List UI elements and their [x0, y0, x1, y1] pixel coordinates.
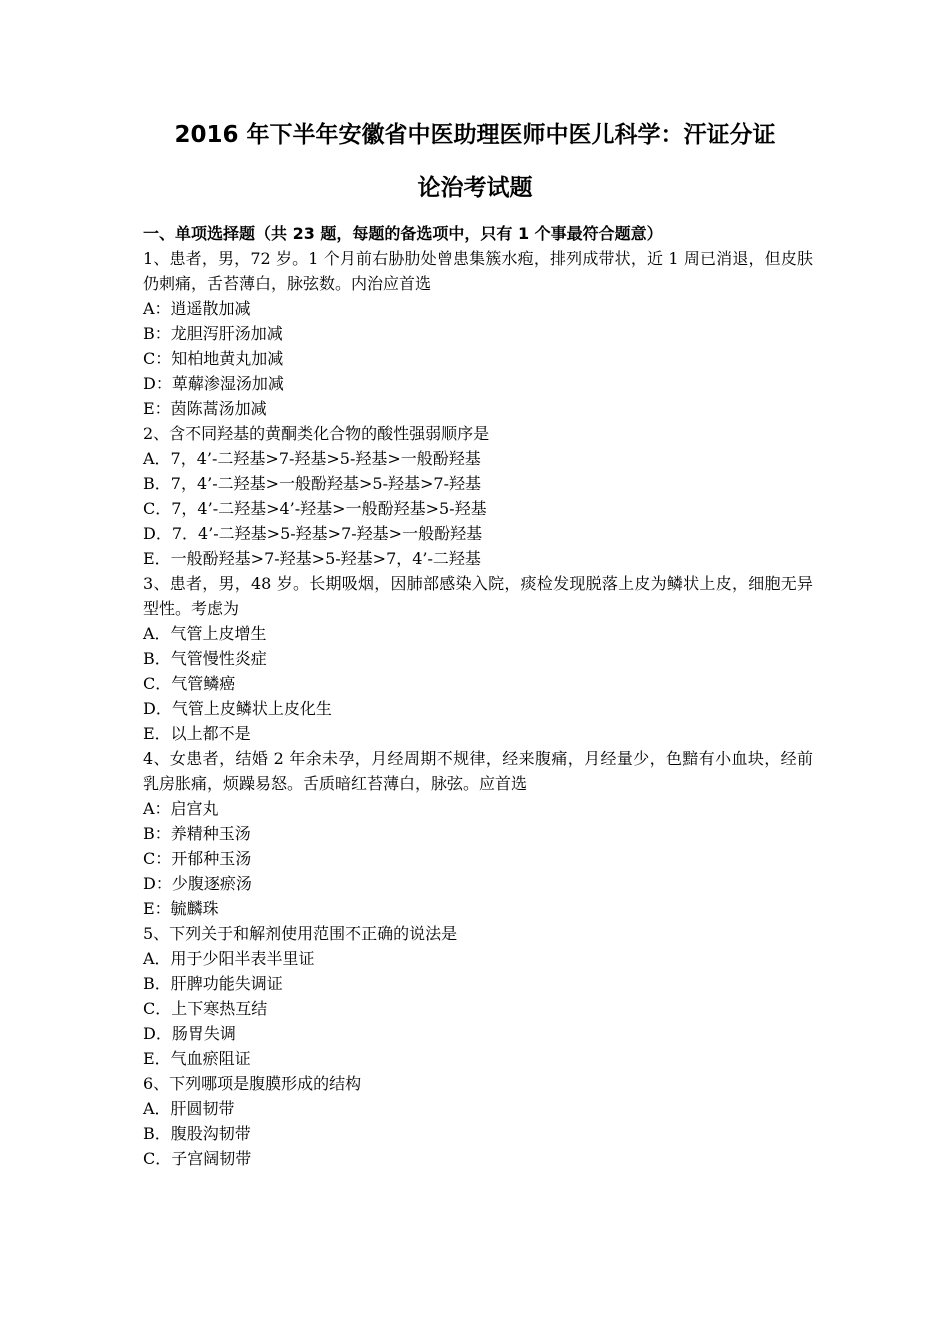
option-a: A：逍遥散加减	[143, 299, 251, 318]
option-c: C．气管鳞癌	[143, 674, 236, 693]
option-b: B：养精种玉汤	[143, 824, 251, 843]
option-e: E．一般酚羟基>7-羟基>5-羟基>7，4’-二羟基	[143, 549, 481, 568]
option-b: B．7，4’-二羟基>一般酚羟基>5-羟基>7-羟基	[143, 474, 482, 493]
option-a: A．用于少阳半表半里证	[143, 949, 315, 968]
option-c: C：知柏地黄丸加减	[143, 349, 284, 368]
document-body	[143, 221, 813, 1171]
question-stem: 2、含不同羟基的黄酮类化合物的酸性强弱顺序是	[143, 424, 490, 443]
section-heading: 一、单项选择题（共 23 题，每题的备选项中，只有 1 个事最符合题意）	[143, 224, 663, 243]
question-4	[143, 746, 813, 921]
option-b: B．气管慢性炎症	[143, 649, 267, 668]
option-b: B．腹股沟韧带	[143, 1124, 251, 1143]
option-d: D．7．4’-二羟基>5-羟基>7-羟基>一般酚羟基	[143, 524, 483, 543]
question-5	[143, 921, 813, 1071]
question-1	[143, 246, 813, 421]
question-stem: 6、下列哪项是腹膜形成的结构	[143, 1074, 362, 1093]
document-title-line-1: 2016 年下半年安徽省中医助理医师中医儿科学：汗证分证	[174, 122, 776, 148]
question-stem: 1、患者，男，72 岁。1 个月前右胁肋处曾患集簇水疱，排列成带状，近 1 周已消退，但皮肤仍刺痛，舌苔薄白，脉弦数。内治应首选	[143, 249, 813, 293]
option-c: C．子宫阔韧带	[143, 1149, 252, 1168]
option-a: A：启宫丸	[143, 799, 219, 818]
question-stem: 5、下列关于和解剂使用范围不正确的说法是	[143, 924, 458, 943]
option-d: D．气管上皮鳞状上皮化生	[143, 699, 332, 718]
question-2	[143, 421, 813, 571]
option-e: E．气血瘀阻证	[143, 1049, 251, 1068]
option-e: E．以上都不是	[143, 724, 251, 743]
option-c: C：开郁种玉汤	[143, 849, 252, 868]
option-c: C．上下寒热互结	[143, 999, 268, 1018]
option-a: A．气管上皮增生	[143, 624, 267, 643]
question-stem: 3、患者，男，48 岁。长期吸烟，因肺部感染入院，痰检发现脱落上皮为鳞状上皮，细胞无异型性。考虑为	[143, 574, 813, 618]
question-stem: 4、女患者，结婚 2 年余未孕，月经周期不规律，经来腹痛，月经量少，色黯有小血块，经前乳房胀痛，烦躁易怒。舌质暗红苔薄白，脉弦。应首选	[143, 749, 813, 793]
document-title-line-2: 论治考试题	[417, 175, 533, 201]
option-c: C．7，4’-二羟基>4’-羟基>一般酚羟基>5-羟基	[143, 499, 487, 518]
option-b: B．肝脾功能失调证	[143, 974, 283, 993]
question-6	[143, 1071, 813, 1171]
option-a: A．7，4’-二羟基>7-羟基>5-羟基>一般酚羟基	[143, 449, 481, 468]
option-d: D．肠胃失调	[143, 1024, 236, 1043]
option-e: E：毓麟珠	[143, 899, 219, 918]
question-3	[143, 571, 813, 746]
option-a: A．肝圆韧带	[143, 1099, 235, 1118]
option-e: E：茵陈蒿汤加减	[143, 399, 267, 418]
option-d: D：少腹逐瘀汤	[143, 874, 252, 893]
option-d: D：萆薢渗湿汤加减	[143, 374, 284, 393]
option-b: B：龙胆泻肝汤加减	[143, 324, 283, 343]
